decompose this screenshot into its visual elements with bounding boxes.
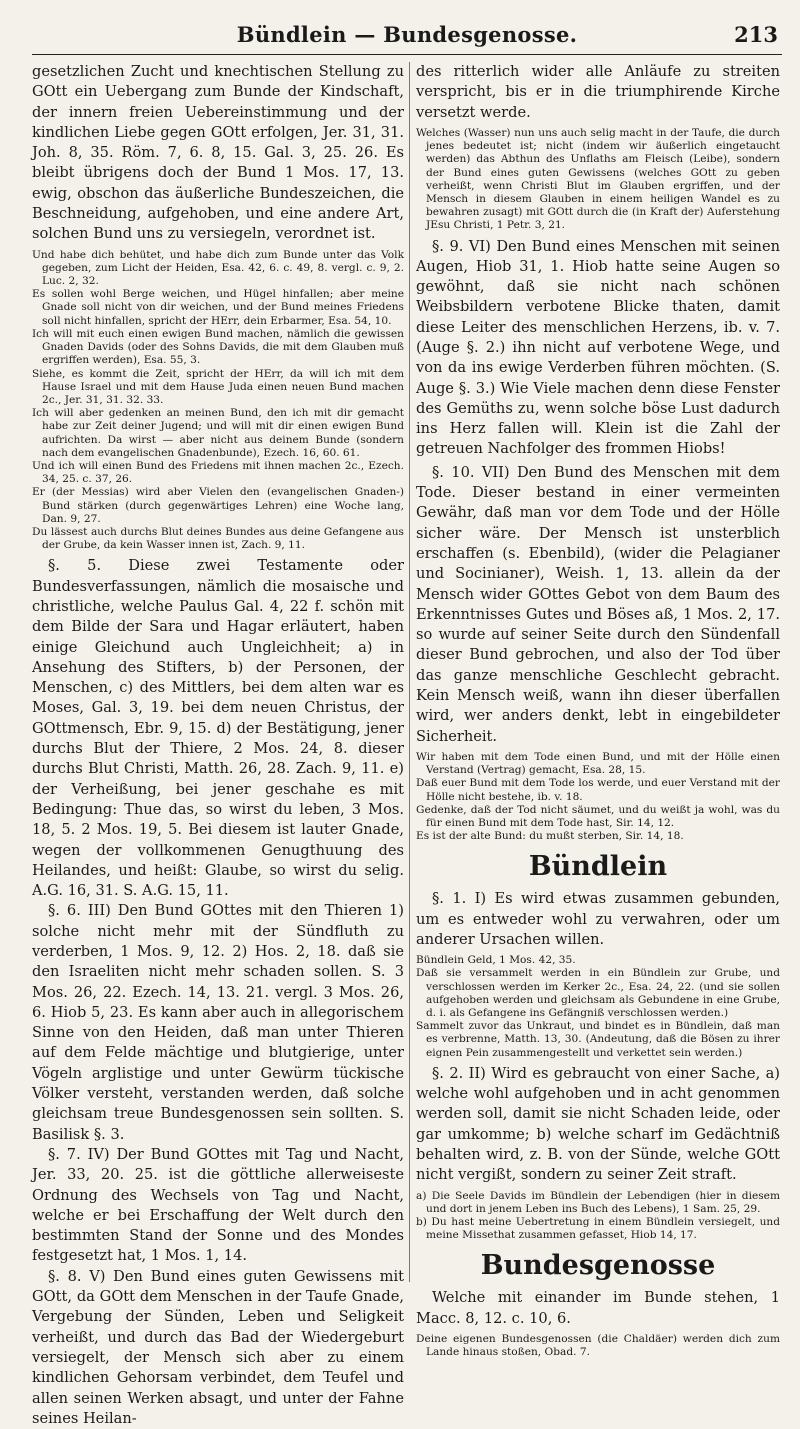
quotation-block bbox=[416, 751, 780, 843]
section-2: §. 2. II) Wird es gebraucht von einer Sache, a) welche wohl aufgehoben und in acht genommen werden soll, damit sie nicht Schaden leide, oder gar umkomme; b) welche scharf im Gedächtniß behalten wird, z. B. von der Sünde, welche GOtt nicht vergißt, sondern zu seiner Zeit straft. bbox=[416, 1064, 780, 1184]
quotation: Daß sie versammelt werden in ein Bündlein zur Grube, und verschlossen werden im Kerker 2c., Esa. 24, 22. (und sie sollen aufgehoben werden und gleichsam als Gebundene in eine Grube, d. i. als Gefangene ins Gefängniß verschlossen werden.) bbox=[416, 967, 780, 1020]
quotation: Bündlein Geld, 1 Mos. 42, 35. bbox=[416, 954, 576, 967]
quotation: Ich will aber gedenken an meinen Bund, den ich mit dir gemacht habe zur Zeit deiner Jugend; und will mit dir einen ewigen Bund aufrichten. Da wirst — aber nicht aus deinem Bunde (sondern nach dem evangelischen Gnadenbunde), Ezech. 16, 60. 61. bbox=[32, 407, 404, 459]
quotation: Siehe, es kommt die Zeit, spricht der HErr, da will ich mit dem Hause Israel und mit dem Hause Juda einen neuen Bund machen 2c., Jer. 31, 31. 32. 33. bbox=[32, 367, 404, 406]
paragraph: gesetzlichen Zucht und knechtischen Stellung zu GOtt ein Uebergang zum Bunde der Kindschaft, der innern freien Uebereinstimmung und der kindlichen Liebe gegen GOtt erfolgen, Jer. 31, 31. Joh. 8, 35. Röm. 7, 6. 8, 15. Gal. 3, 25. 26. Es bleibt übrigens doch der Bund 1 Mos. 17, 13. ewig, obschon das äußerliche Bundeszeichen, die Beschneidung, aufgehoben, und eine andere Art, solchen Bund uns zu versiegeln, verordnet ist. bbox=[32, 63, 404, 243]
quotation: Und habe dich behütet, und habe dich zum Bunde unter das Volk gegeben, zum Licht der Heiden, Esa. 42, 6. c. 49, 8. vergl. c. 9, 2. Luc. 2, 32. bbox=[32, 248, 404, 288]
quotation-block bbox=[32, 249, 404, 553]
quotation: Sammelt zuvor das Unkraut, und bindet es in Bündlein, daß man es verbrenne, Matth. 13, 30. (Andeutung, daß die Bösen zu ihrer eignen Pein zusammengestellt und verkettet sein werden.) bbox=[416, 1020, 780, 1059]
quotation-block bbox=[416, 954, 780, 1060]
section-6: §. 6. III) Den Bund GOttes mit den Thieren 1) solche nicht mehr mit der Sündfluth zu verderben, 1 Mos. 9, 12. 2) Hos. 2, 18. daß sie den Israeliten nicht mehr schaden sollen. S. 3 Mos. 26, 22. Ezech. 14, 13. 21. vergl. 3 Mos. 26, 6. Hiob 5, 23. Es kann aber auch in allegorischem Sinne von den Heiden, daß man unter Thieren auf dem Felde mächtige und blutgierige, unter Vögeln arglistige und unter Gewürm tückische Völker versteht, verstanden werden, daß solche gleichsam treue Bundesgenossen sein sollten. S. Basilisk §. 3. bbox=[32, 902, 404, 1143]
left-column bbox=[32, 62, 404, 1427]
quotation: Du lässest auch durchs Blut deines Bundes aus deine Gefangene aus der Grube, da kein Wasser innen ist, Zach. 9, 11. bbox=[32, 525, 404, 552]
quotation: a) Die Seele Davids im Bündlein der Lebendigen (hier in diesem und dort in jenem Leben ins Buch des Lebens), 1 Sam. 25, 29. bbox=[416, 1189, 780, 1215]
quotation: Welches (Wasser) nun uns auch selig macht in der Taufe, die durch jenes bedeutet ist; nicht (indem wir äußerlich eingetaucht werden) das Abthun des Unflaths am Fleisch (Leibe), sondern der Bund eines guten Gewissens (welches GOtt zu geben verheißt, wenn Christi Blut im Glauben ergriffen, und der Mensch in diesem Glauben in einem heiligen Wandel es zu bewahren zusagt) mit GOtt durch die (in Kraft der) Auferstehung JEsu Christi, 1 Petr. 3, 21. bbox=[416, 126, 780, 232]
quotation: Es ist der alte Bund: du mußt sterben, Sir. 14, 18. bbox=[416, 830, 684, 843]
quotation-block bbox=[416, 1333, 780, 1359]
quotation: Er (der Messias) wird aber Vielen den (evangelischen Gnaden-) Bund stärken (durch gegenwärtiges Lehren) eine Woche lang, Dan. 9, 27. bbox=[32, 486, 404, 525]
section-7: §. 7. IV) Der Bund GOttes mit Tag und Nacht, Jer. 33, 20. 25. ist die göttliche allerweiseste Ordnung des Wechsels von Tag und Nacht, welche er bei Erschaffung der Welt durch den bestimmten Stand der Sonne und des Mondes festgesetzt hat, 1 Mos. 1, 14. bbox=[32, 1145, 404, 1265]
paragraph: Welche mit einander im Bunde stehen, 1 Macc. 8, 12. c. 10, 6. bbox=[416, 1289, 780, 1327]
section-10: §. 10. VII) Den Bund des Menschen mit dem Tode. Dieser bestand in einer vermeinten Gewähr, daß man vor dem Tode und der Hölle sicher wäre. Der Mensch ist unsterblich erschaffen (s. Ebenbild), (wider die Pelagianer und Socinianer), Weish. 1, 13. allein da der Mensch wider GOttes Gebot von dem Baum des Erkenntnisses Gutes und Böses aß, 1 Mos. 2, 17. so wurde auf seiner Seite durch den Sündenfall dieser Bund gebrochen, und also der Tod über das ganze menschliche Geschlecht gebracht. Kein Mensch weiß, wann ihn dieser überfallen wird, wer anders denkt, lebt in eingebildeter Sicherheit. bbox=[416, 463, 780, 745]
quotation: Ich will mit euch einen ewigen Bund machen, nämlich die gewissen Gnaden Davids (oder des Sohns Davids, die mit dem Glauben muß ergriffen werden), Esa. 55, 3. bbox=[32, 327, 404, 367]
quotation: b) Du hast meine Uebertretung in einem Bündlein versiegelt, und meine Missethat zusammen gefasset, Hiob 14, 17. bbox=[416, 1216, 780, 1242]
quotation: Wir haben mit dem Tode einen Bund, und mit der Hölle einen Verstand (Vertrag) gemacht, Esa. 28, 15. bbox=[416, 750, 780, 777]
quotation: Und ich will einen Bund des Friedens mit ihnen machen 2c., Ezech. 34, 25. c. 37, 26. bbox=[32, 459, 404, 486]
page-header bbox=[32, 14, 782, 55]
paragraph: des ritterlich wider alle Anläufe zu streiten verspricht, bis er in die triumphirende Kirche versetzt werde. bbox=[416, 63, 780, 121]
entry-heading-bundesgenosse: Bundesgenosse bbox=[480, 1250, 716, 1282]
quotation-block bbox=[416, 1190, 780, 1243]
quotation: Es sollen wohl Berge weichen, und Hügel hinfallen; aber meine Gnade soll nicht von dir weichen, und der Bund meines Friedens soll nicht hinfallen, spricht der HErr, dein Erbarmer, Esa. 54, 10. bbox=[32, 288, 404, 327]
entry-heading-buendlein: Bündlein bbox=[528, 851, 668, 883]
right-column bbox=[416, 62, 780, 1359]
running-title: Bündlein — Bundesgenosse. bbox=[236, 22, 578, 47]
quotation: Daß euer Bund mit dem Tode los werde, und euer Verstand mit der Hölle nicht bestehe, ib. v. 18. bbox=[416, 777, 780, 803]
quotation: Gedenke, daß der Tod nicht säumet, und du weißt ja wohl, was du für einen Bund mit dem Tode hast, Sir. 14, 12. bbox=[416, 803, 780, 829]
quotation-block bbox=[416, 127, 780, 233]
quotation: Deine eigenen Bundesgenossen (die Chaldäer) werden dich zum Lande hinaus stoßen, Obad. 7. bbox=[416, 1333, 780, 1359]
section-8: §. 8. V) Den Bund eines guten Gewissens mit GOtt, da GOtt dem Menschen in der Taufe Gnade, Vergebung der Sünden, Leben und Seligkeit verheißt, und durch das Bad der Wiedergeburt versiegelt, der Mensch sich aber zu einem kindlichen Gehorsam verbindet, dem Teufel und allen seinen Werken absagt, und unter der Fahne seines Heilan- bbox=[32, 1267, 404, 1427]
section-5: §. 5. Diese zwei Testamente oder Bundesverfassungen, nämlich die mosaische und christliche, welche Paulus Gal. 4, 22 f. schön mit dem Bilde der Sara und Hagar erläutert, haben einige Gleichund auch Ungleichheit; a) in Ansehung des Stifters, b) der Personen, der Menschen, c) des Mittlers, bei dem alten war es Moses, Gal. 3, 19. bei dem neuen Christus, der GOttmensch, Ebr. 9, 15. d) der Bestätigung, jener durchs Blut der Thiere, 2 Mos. 24, 8. dieser durchs Blut Christi, Matth. 26, 28. Zach. 9, 11. e) der Verheißung, bei jener geschahe es mit Bedingung: Thue das, so wirst du leben, 3 Mos. 18, 5. 2 Mos. 19, 5. Bei diesem ist lauter Gnade, wegen der vollkommenen Genugthuung des Heilandes, und heißt: Glaube, so wirst du selig. A.G. 16, 31. S. A.G. 15, 11. bbox=[32, 557, 404, 900]
section-9: §. 9. VI) Den Bund eines Menschen mit seinen Augen, Hiob 31, 1. Hiob hatte seine Augen so gewöhnt, daß sie nicht nach schönen Weibsbildern verbotene Blicke thaten, damit diese Leiter des menschlichen Herzens, ib. v. 7. (Auge §. 2.) ihn nicht auf verbotene Wege, und von da ins ewige Verderben führen möchten. (S. Auge §. 3.) Wie Viele machen denn diese Fenster des Gemüths zu, wenn solche böse Lust dadurch ins Herz fallen will. Klein ist die Zahl der getreuen Nachfolger des frommen Hiobs! bbox=[416, 237, 780, 458]
page-number: 213 bbox=[734, 22, 778, 47]
section-1: §. 1. I) Es wird etwas zusammen gebunden, um es entweder wohl zu verwahren, oder um anderer Ursachen willen. bbox=[416, 890, 780, 948]
column-divider bbox=[409, 62, 410, 1282]
